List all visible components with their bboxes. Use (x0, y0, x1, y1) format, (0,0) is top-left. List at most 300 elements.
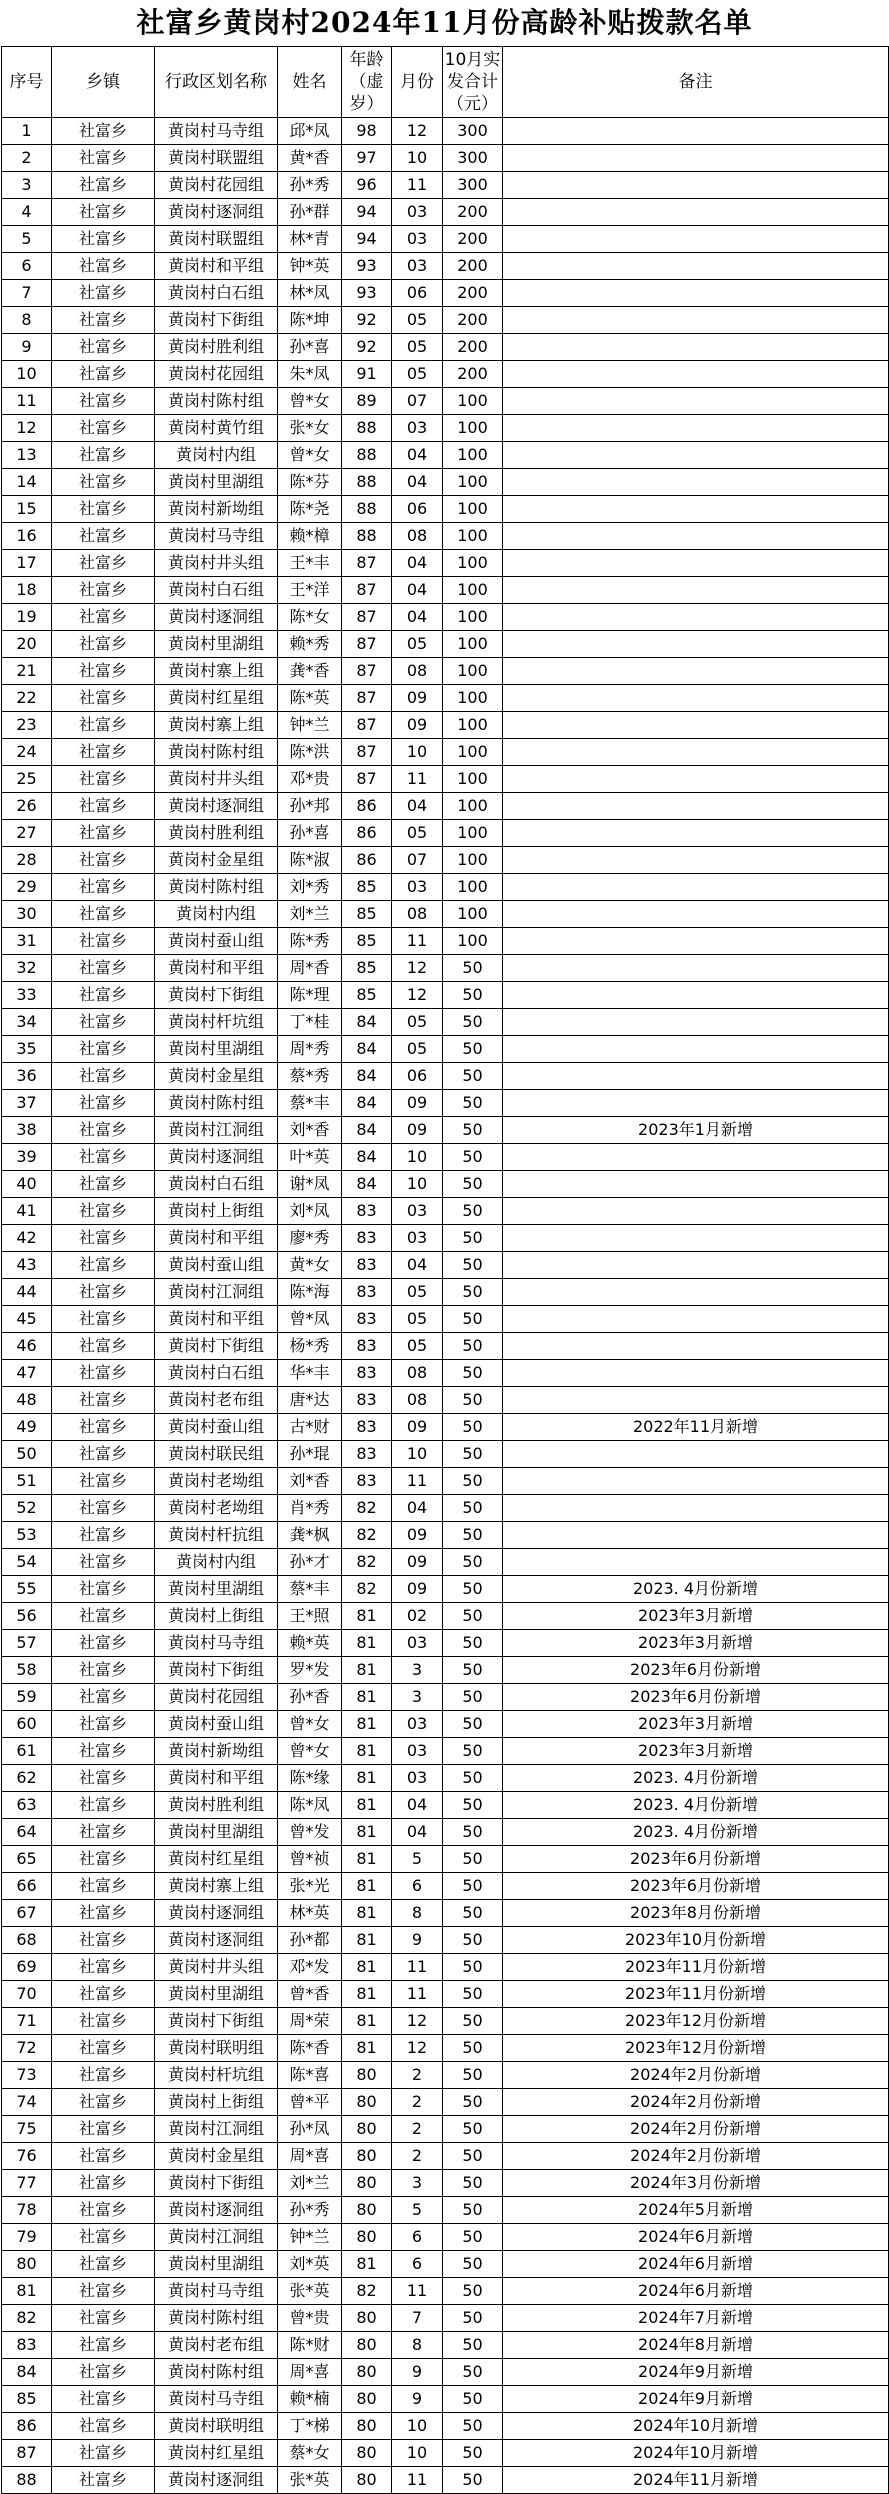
cell-town: 社富乡 (52, 1252, 155, 1279)
cell-amount: 50 (443, 1171, 503, 1198)
cell-town: 社富乡 (52, 1684, 155, 1711)
cell-admin: 黄岗村逐洞组 (155, 1900, 278, 1927)
cell-name: 肖*秀 (278, 1495, 342, 1522)
cell-name: 陈*尧 (278, 496, 342, 523)
cell-town: 社富乡 (52, 2386, 155, 2413)
cell-town: 社富乡 (52, 685, 155, 712)
cell-admin: 黄岗村和平组 (155, 1306, 278, 1333)
cell-admin: 黄岗村和平组 (155, 1225, 278, 1252)
cell-age: 80 (342, 2224, 392, 2251)
cell-name: 曾*平 (278, 2089, 342, 2116)
table-row (2, 2170, 889, 2197)
cell-admin: 黄岗村里湖组 (155, 469, 278, 496)
cell-admin: 黄岗村内组 (155, 901, 278, 928)
cell-month: 12 (392, 2008, 443, 2035)
cell-name: 曾*香 (278, 1981, 342, 2008)
cell-name: 陈*洪 (278, 739, 342, 766)
cell-note (503, 982, 889, 1009)
cell-town: 社富乡 (52, 361, 155, 388)
cell-age: 85 (342, 901, 392, 928)
table-row (2, 199, 889, 226)
cell-seq: 50 (2, 1441, 52, 1468)
cell-seq: 65 (2, 1846, 52, 1873)
cell-admin: 黄岗村白石组 (155, 577, 278, 604)
cell-amount: 50 (443, 2008, 503, 2035)
cell-seq: 64 (2, 1819, 52, 1846)
cell-note: 2024年3月份新增 (503, 2170, 889, 2197)
table-row (2, 307, 889, 334)
cell-age: 88 (342, 442, 392, 469)
table-row (2, 1036, 889, 1063)
cell-age: 92 (342, 334, 392, 361)
cell-seq: 9 (2, 334, 52, 361)
cell-note (503, 685, 889, 712)
cell-month: 08 (392, 1387, 443, 1414)
cell-month: 8 (392, 1900, 443, 1927)
cell-amount: 50 (443, 1522, 503, 1549)
cell-name: 周*喜 (278, 2359, 342, 2386)
cell-note: 2024年10月新增 (503, 2440, 889, 2467)
cell-admin: 黄岗村下街组 (155, 982, 278, 1009)
cell-month: 03 (392, 1738, 443, 1765)
table-row (2, 2062, 889, 2089)
cell-note: 2023年6月份新增 (503, 1684, 889, 1711)
cell-amount: 50 (443, 1819, 503, 1846)
header-amount-line2: 发合计 (447, 72, 498, 92)
cell-admin: 黄岗村里湖组 (155, 1576, 278, 1603)
cell-name: 邓*贵 (278, 766, 342, 793)
cell-name: 黄*香 (278, 145, 342, 172)
cell-town: 社富乡 (52, 847, 155, 874)
header-amount-line1: 10月实 (444, 50, 501, 70)
document-title: 社富乡黄岗村2024年11月份高龄补贴拨款名单 (136, 6, 753, 39)
cell-seq: 73 (2, 2062, 52, 2089)
cell-town: 社富乡 (52, 1981, 155, 2008)
cell-amount: 50 (443, 1144, 503, 1171)
cell-seq: 36 (2, 1063, 52, 1090)
table-row (2, 361, 889, 388)
cell-month: 02 (392, 1603, 443, 1630)
cell-admin: 黄岗村联盟组 (155, 226, 278, 253)
cell-note (503, 874, 889, 901)
table-row (2, 1468, 889, 1495)
cell-age: 87 (342, 658, 392, 685)
cell-month: 07 (392, 847, 443, 874)
cell-name: 张*英 (278, 2467, 342, 2494)
cell-amount: 100 (443, 712, 503, 739)
cell-note: 2024年2月份新增 (503, 2089, 889, 2116)
cell-name: 王*丰 (278, 550, 342, 577)
cell-note: 2023年10月份新增 (503, 1927, 889, 1954)
cell-seq: 19 (2, 604, 52, 631)
cell-town: 社富乡 (52, 2089, 155, 2116)
cell-note (503, 469, 889, 496)
cell-seq: 53 (2, 1522, 52, 1549)
cell-town: 社富乡 (52, 1792, 155, 1819)
table-row (2, 577, 889, 604)
cell-note (503, 1144, 889, 1171)
cell-admin: 黄岗村联民组 (155, 1441, 278, 1468)
cell-age: 81 (342, 2035, 392, 2062)
cell-age: 87 (342, 766, 392, 793)
cell-admin: 黄岗村蚕山组 (155, 928, 278, 955)
cell-age: 94 (342, 226, 392, 253)
cell-name: 刘*英 (278, 2251, 342, 2278)
cell-seq: 46 (2, 1333, 52, 1360)
cell-month: 10 (392, 1171, 443, 1198)
cell-seq: 49 (2, 1414, 52, 1441)
table-row (2, 415, 889, 442)
cell-amount: 50 (443, 1468, 503, 1495)
cell-age: 80 (342, 2440, 392, 2467)
cell-amount: 50 (443, 2278, 503, 2305)
table-row (2, 982, 889, 1009)
cell-town: 社富乡 (52, 1063, 155, 1090)
cell-town: 社富乡 (52, 2251, 155, 2278)
cell-seq: 69 (2, 1954, 52, 1981)
cell-admin: 黄岗村白石组 (155, 1360, 278, 1387)
cell-amount: 50 (443, 2305, 503, 2332)
cell-seq: 88 (2, 2467, 52, 2494)
cell-name: 廖*秀 (278, 1225, 342, 1252)
cell-month: 05 (392, 334, 443, 361)
table-row (2, 2008, 889, 2035)
cell-note: 2023年1月新增 (503, 1117, 889, 1144)
cell-month: 03 (392, 874, 443, 901)
cell-note: 2023. 4月份新增 (503, 1765, 889, 1792)
cell-age: 81 (342, 1711, 392, 1738)
cell-month: 04 (392, 1495, 443, 1522)
cell-name: 陈*财 (278, 2332, 342, 2359)
cell-note: 2024年8月新增 (503, 2332, 889, 2359)
header-age-line2: （虚 (349, 72, 384, 92)
cell-seq: 33 (2, 982, 52, 1009)
cell-town: 社富乡 (52, 1873, 155, 1900)
cell-name: 曾*女 (278, 1711, 342, 1738)
cell-name: 罗*发 (278, 1657, 342, 1684)
cell-month: 09 (392, 1090, 443, 1117)
cell-seq: 77 (2, 2170, 52, 2197)
header-note: 备注 (503, 47, 889, 118)
cell-month: 05 (392, 1279, 443, 1306)
cell-admin: 黄岗村上街组 (155, 1198, 278, 1225)
cell-admin: 黄岗村逐洞组 (155, 1927, 278, 1954)
cell-name: 陈*女 (278, 604, 342, 631)
cell-admin: 黄岗村寨上组 (155, 658, 278, 685)
cell-seq: 59 (2, 1684, 52, 1711)
cell-note: 2023. 4月份新增 (503, 1819, 889, 1846)
cell-note: 2023年12月份新增 (503, 2008, 889, 2035)
cell-month: 12 (392, 982, 443, 1009)
cell-amount: 50 (443, 2386, 503, 2413)
cell-town: 社富乡 (52, 118, 155, 145)
cell-seq: 40 (2, 1171, 52, 1198)
cell-age: 92 (342, 307, 392, 334)
cell-admin: 黄岗村老坳组 (155, 1495, 278, 1522)
table-row (2, 280, 889, 307)
cell-amount: 200 (443, 199, 503, 226)
table-row (2, 2467, 889, 2494)
cell-age: 83 (342, 1279, 392, 1306)
cell-month: 10 (392, 1144, 443, 1171)
cell-admin: 黄岗村寨上组 (155, 1873, 278, 1900)
cell-name: 谢*凤 (278, 1171, 342, 1198)
cell-age: 83 (342, 1333, 392, 1360)
cell-month: 2 (392, 2062, 443, 2089)
cell-name: 古*财 (278, 1414, 342, 1441)
cell-seq: 68 (2, 1927, 52, 1954)
cell-amount: 50 (443, 2440, 503, 2467)
cell-note (503, 307, 889, 334)
cell-admin: 黄岗村里湖组 (155, 1819, 278, 1846)
cell-amount: 200 (443, 226, 503, 253)
table-row (2, 847, 889, 874)
cell-town: 社富乡 (52, 982, 155, 1009)
cell-age: 87 (342, 712, 392, 739)
cell-admin: 黄岗村陈村组 (155, 2305, 278, 2332)
cell-age: 81 (342, 2251, 392, 2278)
cell-seq: 26 (2, 793, 52, 820)
cell-seq: 74 (2, 2089, 52, 2116)
cell-age: 81 (342, 1846, 392, 1873)
cell-name: 华*丰 (278, 1360, 342, 1387)
cell-admin: 黄岗村花园组 (155, 1684, 278, 1711)
cell-amount: 50 (443, 1225, 503, 1252)
cell-admin: 黄岗村陈村组 (155, 739, 278, 766)
cell-admin: 黄岗村红星组 (155, 1846, 278, 1873)
cell-town: 社富乡 (52, 1765, 155, 1792)
cell-town: 社富乡 (52, 415, 155, 442)
cell-admin: 黄岗村上街组 (155, 1603, 278, 1630)
cell-note (503, 442, 889, 469)
cell-age: 83 (342, 1468, 392, 1495)
cell-seq: 75 (2, 2116, 52, 2143)
cell-seq: 11 (2, 388, 52, 415)
cell-admin: 黄岗村陈村组 (155, 388, 278, 415)
cell-age: 86 (342, 847, 392, 874)
cell-name: 刘*香 (278, 1117, 342, 1144)
cell-town: 社富乡 (52, 1468, 155, 1495)
cell-age: 87 (342, 577, 392, 604)
cell-month: 12 (392, 2035, 443, 2062)
table-row (2, 2035, 889, 2062)
cell-month: 04 (392, 550, 443, 577)
cell-town: 社富乡 (52, 550, 155, 577)
cell-name: 刘*兰 (278, 901, 342, 928)
cell-admin: 黄岗村马寺组 (155, 523, 278, 550)
cell-seq: 20 (2, 631, 52, 658)
cell-amount: 50 (443, 2143, 503, 2170)
cell-name: 周*荣 (278, 2008, 342, 2035)
cell-amount: 100 (443, 388, 503, 415)
cell-amount: 50 (443, 2251, 503, 2278)
cell-name: 曾*女 (278, 388, 342, 415)
cell-amount: 50 (443, 1684, 503, 1711)
cell-town: 社富乡 (52, 955, 155, 982)
cell-amount: 50 (443, 955, 503, 982)
cell-town: 社富乡 (52, 1441, 155, 1468)
cell-amount: 100 (443, 766, 503, 793)
cell-name: 刘*兰 (278, 2170, 342, 2197)
cell-admin: 黄岗村陈村组 (155, 1090, 278, 1117)
cell-town: 社富乡 (52, 1900, 155, 1927)
cell-note (503, 415, 889, 442)
table-row (2, 1576, 889, 1603)
cell-amount: 50 (443, 1117, 503, 1144)
cell-name: 曾*贵 (278, 2305, 342, 2332)
cell-amount: 50 (443, 1198, 503, 1225)
cell-amount: 300 (443, 118, 503, 145)
cell-month: 09 (392, 685, 443, 712)
cell-age: 83 (342, 1387, 392, 1414)
cell-note: 2023年8月份新增 (503, 1900, 889, 1927)
cell-name: 孙*凤 (278, 2116, 342, 2143)
cell-seq: 66 (2, 1873, 52, 1900)
cell-amount: 50 (443, 1063, 503, 1090)
cell-name: 林*英 (278, 1900, 342, 1927)
header-month: 月份 (392, 47, 443, 118)
cell-seq: 45 (2, 1306, 52, 1333)
cell-amount: 100 (443, 523, 503, 550)
cell-admin: 黄岗村井头组 (155, 766, 278, 793)
cell-age: 81 (342, 1981, 392, 2008)
cell-town: 社富乡 (52, 1549, 155, 1576)
cell-town: 社富乡 (52, 2413, 155, 2440)
cell-amount: 50 (443, 1387, 503, 1414)
cell-age: 80 (342, 2386, 392, 2413)
cell-name: 赖*秀 (278, 631, 342, 658)
cell-name: 陈*缘 (278, 1765, 342, 1792)
cell-age: 86 (342, 793, 392, 820)
cell-name: 陈*秀 (278, 928, 342, 955)
cell-town: 社富乡 (52, 1090, 155, 1117)
cell-month: 04 (392, 1252, 443, 1279)
cell-amount: 100 (443, 874, 503, 901)
cell-name: 孙*琨 (278, 1441, 342, 1468)
cell-name: 孙*秀 (278, 172, 342, 199)
cell-name: 钟*兰 (278, 2224, 342, 2251)
cell-name: 龚*枫 (278, 1522, 342, 1549)
cell-admin: 黄岗村内组 (155, 1549, 278, 1576)
cell-admin: 黄岗村和平组 (155, 955, 278, 982)
cell-age: 81 (342, 2008, 392, 2035)
cell-amount: 50 (443, 1360, 503, 1387)
cell-amount: 100 (443, 442, 503, 469)
cell-age: 82 (342, 1495, 392, 1522)
table-row (2, 118, 889, 145)
cell-age: 81 (342, 1603, 392, 1630)
cell-age: 82 (342, 1522, 392, 1549)
cell-seq: 51 (2, 1468, 52, 1495)
subsidy-table (1, 46, 889, 2494)
cell-note (503, 1090, 889, 1117)
cell-town: 社富乡 (52, 1414, 155, 1441)
table-row (2, 1603, 889, 1630)
cell-town: 社富乡 (52, 631, 155, 658)
cell-note: 2024年2月份新增 (503, 2116, 889, 2143)
cell-month: 05 (392, 820, 443, 847)
table-row (2, 1225, 889, 1252)
cell-note (503, 1360, 889, 1387)
cell-age: 88 (342, 496, 392, 523)
cell-admin: 黄岗村下街组 (155, 2170, 278, 2197)
cell-admin: 黄岗村蚕山组 (155, 1252, 278, 1279)
cell-town: 社富乡 (52, 1360, 155, 1387)
cell-seq: 15 (2, 496, 52, 523)
cell-name: 孙*才 (278, 1549, 342, 1576)
cell-age: 81 (342, 1954, 392, 1981)
cell-seq: 16 (2, 523, 52, 550)
cell-seq: 87 (2, 2440, 52, 2467)
cell-note: 2023年11月份新增 (503, 1954, 889, 1981)
cell-month: 05 (392, 631, 443, 658)
cell-name: 钟*英 (278, 253, 342, 280)
cell-name: 刘*香 (278, 1468, 342, 1495)
cell-seq: 62 (2, 1765, 52, 1792)
cell-seq: 79 (2, 2224, 52, 2251)
cell-name: 周*香 (278, 955, 342, 982)
cell-note: 2023. 4月份新增 (503, 1576, 889, 1603)
cell-amount: 50 (443, 2170, 503, 2197)
cell-seq: 30 (2, 901, 52, 928)
cell-seq: 82 (2, 2305, 52, 2332)
table-row (2, 1954, 889, 1981)
table-row (2, 1900, 889, 1927)
cell-seq: 70 (2, 1981, 52, 2008)
cell-seq: 17 (2, 550, 52, 577)
cell-note (503, 1198, 889, 1225)
cell-seq: 29 (2, 874, 52, 901)
table-row (2, 1144, 889, 1171)
cell-name: 孙*喜 (278, 334, 342, 361)
table-row (2, 874, 889, 901)
cell-note (503, 496, 889, 523)
cell-town: 社富乡 (52, 280, 155, 307)
cell-seq: 1 (2, 118, 52, 145)
cell-name: 邱*凤 (278, 118, 342, 145)
cell-age: 84 (342, 1171, 392, 1198)
cell-age: 89 (342, 388, 392, 415)
cell-month: 04 (392, 604, 443, 631)
cell-note (503, 388, 889, 415)
cell-month: 6 (392, 1873, 443, 1900)
cell-seq: 35 (2, 1036, 52, 1063)
cell-age: 81 (342, 1792, 392, 1819)
cell-age: 91 (342, 361, 392, 388)
cell-name: 赖*英 (278, 1630, 342, 1657)
cell-amount: 50 (443, 1036, 503, 1063)
cell-town: 社富乡 (52, 1630, 155, 1657)
cell-month: 03 (392, 253, 443, 280)
table-row (2, 1009, 889, 1036)
cell-month: 08 (392, 1360, 443, 1387)
cell-note: 2023年12月份新增 (503, 2035, 889, 2062)
cell-name: 朱*凤 (278, 361, 342, 388)
cell-amount: 100 (443, 415, 503, 442)
table-row (2, 1279, 889, 1306)
cell-age: 81 (342, 1927, 392, 1954)
cell-name: 陈*坤 (278, 307, 342, 334)
cell-town: 社富乡 (52, 874, 155, 901)
cell-name: 陈*喜 (278, 2062, 342, 2089)
table-row (2, 658, 889, 685)
cell-town: 社富乡 (52, 2116, 155, 2143)
cell-month: 11 (392, 172, 443, 199)
cell-town: 社富乡 (52, 2332, 155, 2359)
table-row (2, 2278, 889, 2305)
cell-age: 82 (342, 1549, 392, 1576)
table-row (2, 2386, 889, 2413)
